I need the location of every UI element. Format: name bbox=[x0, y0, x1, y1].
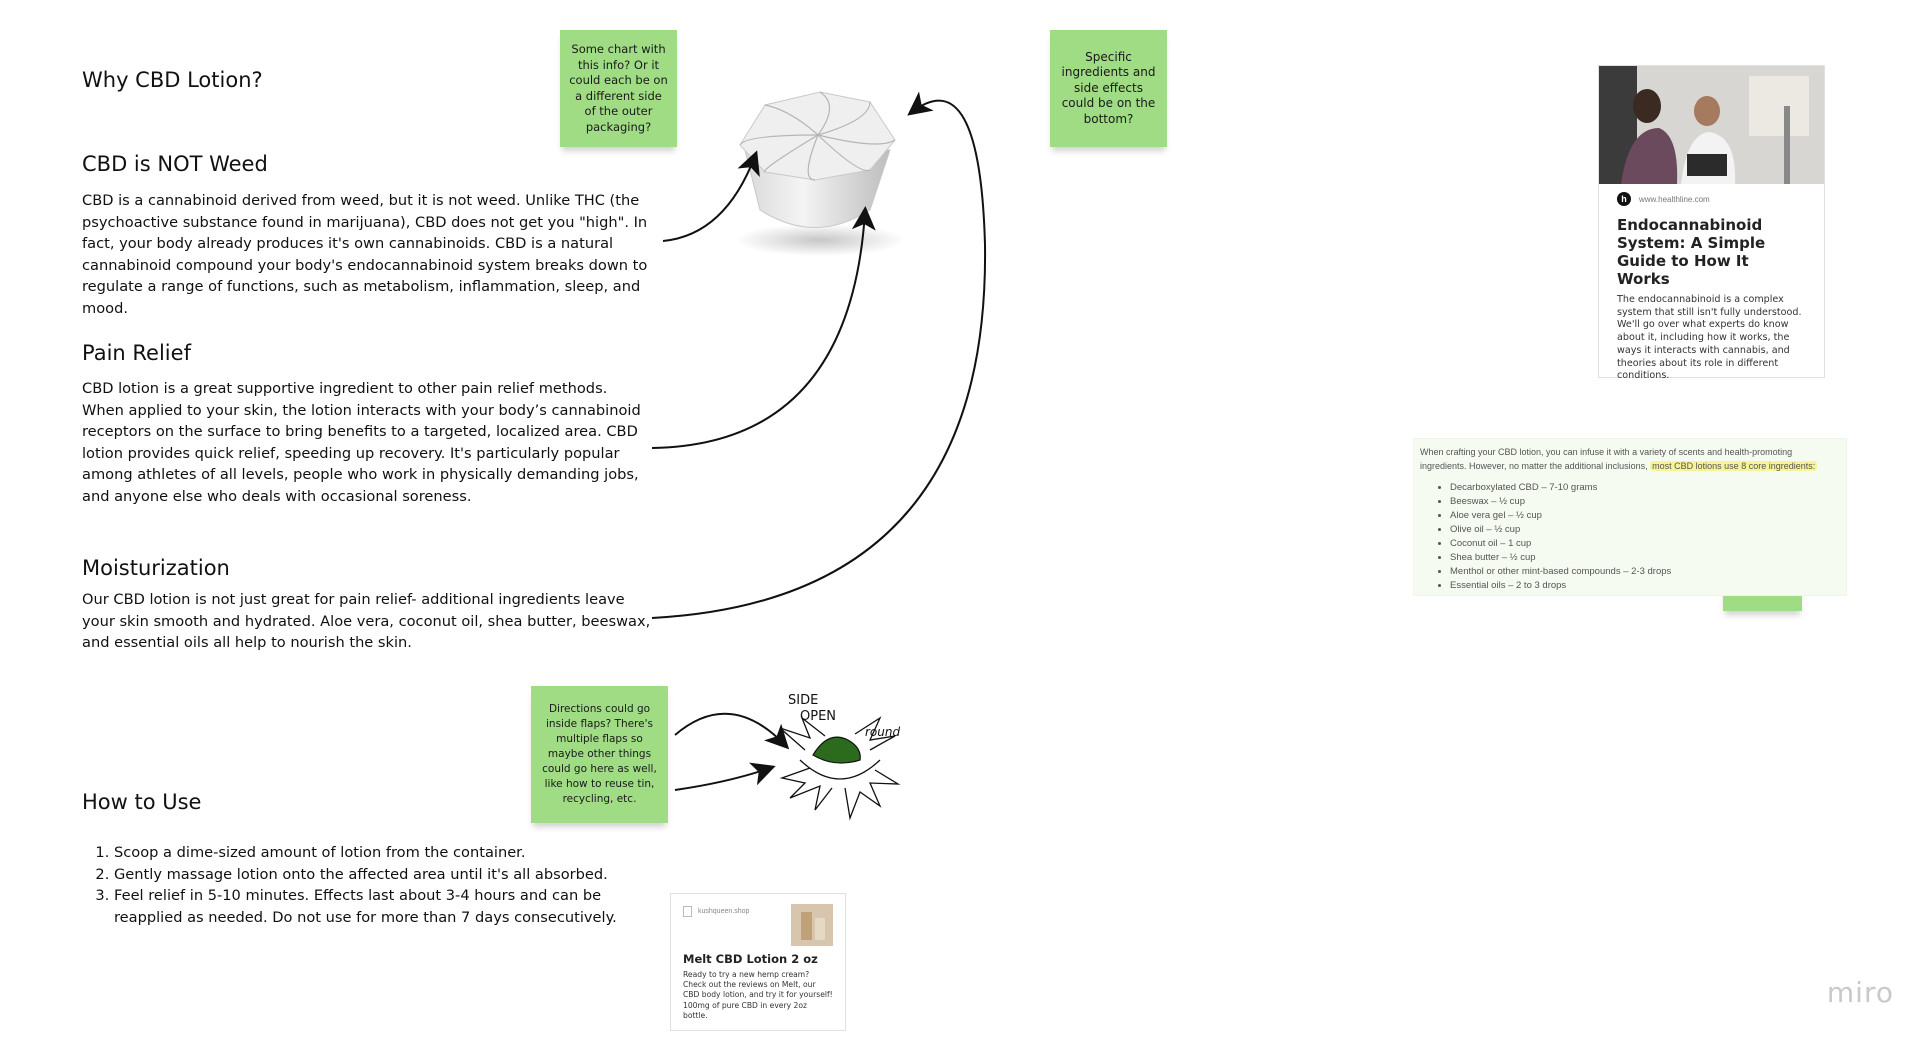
arrow-moist-to-box[interactable] bbox=[652, 101, 985, 618]
ingredients-screenshot[interactable] bbox=[1413, 438, 1847, 596]
sticky-note-text: Directions could go inside flaps? There's multiple flaps so maybe other things could go here as well, like how to reuse tin, recycling, etc. bbox=[542, 703, 657, 805]
section-text-pain-relief: CBD lotion is a great supportive ingredient to other pain relief methods. When applied to your skin, the lotion interacts with your body’s cannabinoid receptors on the surface to bring benefits to a targeted, localized area. CBD lotion provides quick relief, speeding up recovery. It's particularly popular among athletes of all levels, people who work in physically demanding jobs, and anyone else who deals with occasional soreness. bbox=[82, 380, 641, 505]
sketch-label-round: round bbox=[865, 725, 901, 739]
section-heading-pain-relief: Pain Relief bbox=[82, 341, 191, 365]
sketch-label-side: SIDE bbox=[788, 693, 819, 708]
how-to-step: 1. Scoop a dime-sized amount of lotion from the container. bbox=[114, 842, 674, 864]
section-heading-moisturization: Moisturization bbox=[82, 556, 230, 580]
ingredients-intro: When crafting your CBD lotion, you can infuse it with a variety of scents and health-promoting ingredients. However, no matter the additional inclusions, most CBD lotions use 8 core ingredients: bbox=[1420, 447, 1816, 471]
section-heading-how-to-use: How to Use bbox=[82, 790, 202, 814]
card-title[interactable]: Endocannabinoid System: A Simple Guide to How It Works bbox=[1617, 216, 1766, 288]
ingredient-item: • Coconut oil – 1 cup bbox=[1450, 537, 1840, 551]
sketch-label-open: OPEN bbox=[800, 709, 837, 724]
arrow-directions-to-sketch-top[interactable] bbox=[675, 714, 785, 745]
document-icon bbox=[683, 906, 692, 917]
card-description: The endocannabinoid is a complex system that still isn't fully understood. We'll go over what experts do know about it, including how it works, the ways it interacts with cannabis, and theories about its role in different conditions. bbox=[1617, 294, 1802, 382]
ingredient-item: • Shea butter – ½ cup bbox=[1450, 551, 1840, 565]
card-title[interactable]: Melt CBD Lotion 2 oz bbox=[683, 952, 818, 966]
healthline-link-card[interactable] bbox=[1598, 65, 1825, 382]
board-title: Why CBD Lotion? bbox=[82, 68, 263, 92]
miro-watermark: miro bbox=[1826, 976, 1894, 1009]
sticky-note-text: Some chart with this info? Or it could each be on a different side of the outer packaging? bbox=[569, 42, 668, 134]
how-to-step: 3. Feel relief in 5-10 minutes. Effects last about 3-4 hours and can be reapplied as needed. Do not use for more than 7 days consecutively. bbox=[114, 885, 674, 928]
ingredient-item: • Decarboxylated CBD – 7-10 grams bbox=[1450, 481, 1840, 495]
section-heading-cbd-not-weed: CBD is NOT Weed bbox=[82, 152, 268, 176]
ingredients-list bbox=[1420, 481, 1840, 593]
arrow-directions-to-sketch-bottom[interactable] bbox=[675, 768, 770, 790]
ingredient-item: • Menthol or other mint-based compounds – 2-3 drops bbox=[1450, 565, 1840, 579]
doctor-patient-photo bbox=[1599, 66, 1824, 184]
how-to-step: 2. Gently massage lotion onto the affected area until it's all absorbed. bbox=[114, 864, 674, 886]
ingredient-item: • Essential oils – 2 to 3 drops bbox=[1450, 579, 1840, 593]
ingredients-highlight: most CBD lotions use 8 core ingredients: bbox=[1652, 461, 1816, 471]
section-text-moisturization: Our CBD lotion is not just great for pain relief- additional ingredients leave your skin smooth and hydrated. Aloe vera, coconut oil, shea butter, beeswax, and essential oils all help to nourish the skin. bbox=[82, 591, 651, 651]
ingredient-item: • Beeswax – ½ cup bbox=[1450, 495, 1840, 509]
arrow-cbd-to-box[interactable] bbox=[663, 156, 755, 241]
product-thumbnail bbox=[791, 904, 833, 946]
healthline-logo-icon: h bbox=[1617, 192, 1631, 206]
card-description: Ready to try a new hemp cream? Check out the reviews on Melt, our CBD body lotion, and try it for yourself! 100mg of pure CBD in every 2oz bottle. bbox=[683, 970, 833, 1020]
section-text-cbd-not-weed: CBD is a cannabinoid derived from weed, but it is not weed. Unlike THC (the psychoactive substance found in marijuana), CBD does not get you "high". In fact, your body already produces it's own cannabinoids. CBD is a natural cannabinoid compound your body's endocannabinoid system breaks down to regulate a range of functions, such as metabolism, inflammation, sleep, and mood. bbox=[82, 192, 648, 317]
sticky-note-text: Specific ingredients and side effects could be on the bottom? bbox=[1061, 49, 1156, 126]
kushqueen-link-card[interactable] bbox=[670, 893, 846, 1031]
ingredient-item: • Aloe vera gel – ½ cup bbox=[1450, 509, 1840, 523]
ingredient-item: • Olive oil – ½ cup bbox=[1450, 523, 1840, 537]
card-domain: www.healthline.com bbox=[1639, 194, 1710, 204]
card-domain: kushqueen.shop bbox=[698, 907, 750, 915]
arrow-pain-to-box[interactable] bbox=[652, 212, 865, 448]
